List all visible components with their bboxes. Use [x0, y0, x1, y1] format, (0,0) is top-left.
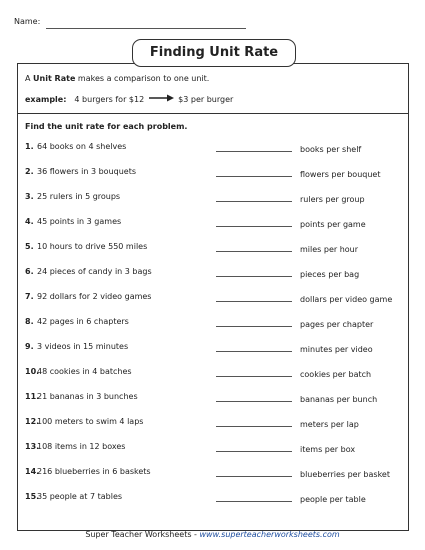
problem-number: 6. [25, 267, 34, 276]
definition-rest: makes a comparison to one unit. [75, 74, 210, 83]
answer-blank[interactable] [216, 426, 292, 427]
answer-blank[interactable] [216, 326, 292, 327]
problem-text: 3 videos in 15 minutes [37, 342, 129, 351]
answer-unit: cookies per batch [300, 370, 372, 379]
problem-row [25, 392, 405, 406]
example-left: 4 burgers for $12 [74, 94, 145, 104]
problem-number: 10. [25, 367, 40, 376]
answer-blank[interactable] [216, 401, 292, 402]
problem-text: 21 bananas in 3 bunches [37, 392, 138, 401]
answer-blank[interactable] [216, 351, 292, 352]
problem-number: 4. [25, 217, 34, 226]
worksheet-title: Finding Unit Rate [132, 39, 296, 67]
problem-row [25, 417, 405, 431]
problem-number: 9. [25, 342, 34, 351]
problem-number: 12. [25, 417, 40, 426]
answer-blank[interactable] [216, 476, 292, 477]
problem-text: 25 rulers in 5 groups [37, 192, 121, 201]
problem-row [25, 242, 405, 256]
problem-row [25, 442, 405, 456]
problem-row [25, 267, 405, 281]
problem-text: 108 items in 12 boxes [37, 442, 126, 451]
problem-text: 36 flowers in 3 bouquets [37, 167, 137, 176]
example-row [25, 94, 233, 104]
problem-row [25, 192, 405, 206]
answer-blank[interactable] [216, 301, 292, 302]
name-line[interactable] [46, 28, 246, 29]
definition-prefix: A [25, 74, 34, 83]
answer-unit: pieces per bag [300, 270, 360, 279]
problem-number: 13. [25, 442, 40, 451]
footer-brand: Super Teacher Worksheets - [85, 530, 200, 539]
problem-row [25, 292, 405, 306]
problem-row [25, 492, 405, 506]
answer-unit: meters per lap [300, 420, 359, 429]
example-right: $3 per burger [178, 94, 234, 104]
problem-row [25, 317, 405, 331]
answer-unit: bananas per bunch [300, 395, 378, 404]
answer-unit: minutes per video [300, 345, 373, 354]
answer-blank[interactable] [216, 151, 292, 152]
problem-row [25, 217, 405, 231]
definition-term: Unit Rate [33, 74, 76, 83]
answer-blank[interactable] [216, 376, 292, 377]
divider [17, 113, 409, 114]
answer-unit: people per table [300, 495, 366, 504]
answer-blank[interactable] [216, 201, 292, 202]
problem-text: 10 hours to drive 550 miles [37, 242, 148, 251]
problem-row [25, 367, 405, 381]
answer-blank[interactable] [216, 226, 292, 227]
problem-number: 5. [25, 242, 34, 251]
problem-text: 92 dollars for 2 video games [37, 292, 152, 301]
problem-number: 11. [25, 392, 40, 401]
name-label: Name: [14, 17, 41, 26]
problem-row [25, 142, 405, 156]
problem-row [25, 167, 405, 181]
answer-unit: blueberries per basket [300, 470, 390, 479]
answer-unit: miles per hour [300, 245, 359, 254]
instructions: Find the unit rate for each problem. [25, 122, 188, 131]
answer-blank[interactable] [216, 251, 292, 252]
example-label: example: [25, 94, 67, 104]
answer-unit: flowers per bouquet [300, 170, 381, 179]
answer-unit: dollars per video game [300, 295, 393, 304]
answer-blank[interactable] [216, 176, 292, 177]
problem-number: 14. [25, 467, 40, 476]
answer-unit: rulers per group [300, 195, 365, 204]
answer-unit: items per box [300, 445, 356, 454]
problem-text: 42 pages in 6 chapters [37, 317, 129, 326]
answer-blank[interactable] [216, 501, 292, 502]
answer-unit: pages per chapter [300, 320, 374, 329]
definition [25, 74, 209, 83]
answer-unit: books per shelf [300, 145, 362, 154]
problem-number: 1. [25, 142, 34, 151]
problem-row [25, 342, 405, 356]
problem-text: 48 cookies in 4 batches [37, 367, 132, 376]
right-arrow-icon [148, 94, 174, 104]
problem-text: 64 books on 4 shelves [37, 142, 127, 151]
problem-number: 2. [25, 167, 34, 176]
problem-text: 45 points in 3 games [37, 217, 122, 226]
problem-text: 100 meters to swim 4 laps [37, 417, 144, 426]
answer-blank[interactable] [216, 276, 292, 277]
problem-text: 216 blueberries in 6 baskets [37, 467, 151, 476]
answer-blank[interactable] [216, 451, 292, 452]
footer-url[interactable]: www.superteacherworksheets.com [199, 530, 340, 539]
problem-number: 15. [25, 492, 40, 501]
answer-unit: points per game [300, 220, 366, 229]
problem-text: 24 pieces of candy in 3 bags [37, 267, 152, 276]
problem-text: 35 people at 7 tables [37, 492, 123, 501]
problem-number: 3. [25, 192, 34, 201]
problem-row [25, 467, 405, 481]
problem-number: 8. [25, 317, 34, 326]
problem-number: 7. [25, 292, 34, 301]
footer [0, 530, 425, 539]
